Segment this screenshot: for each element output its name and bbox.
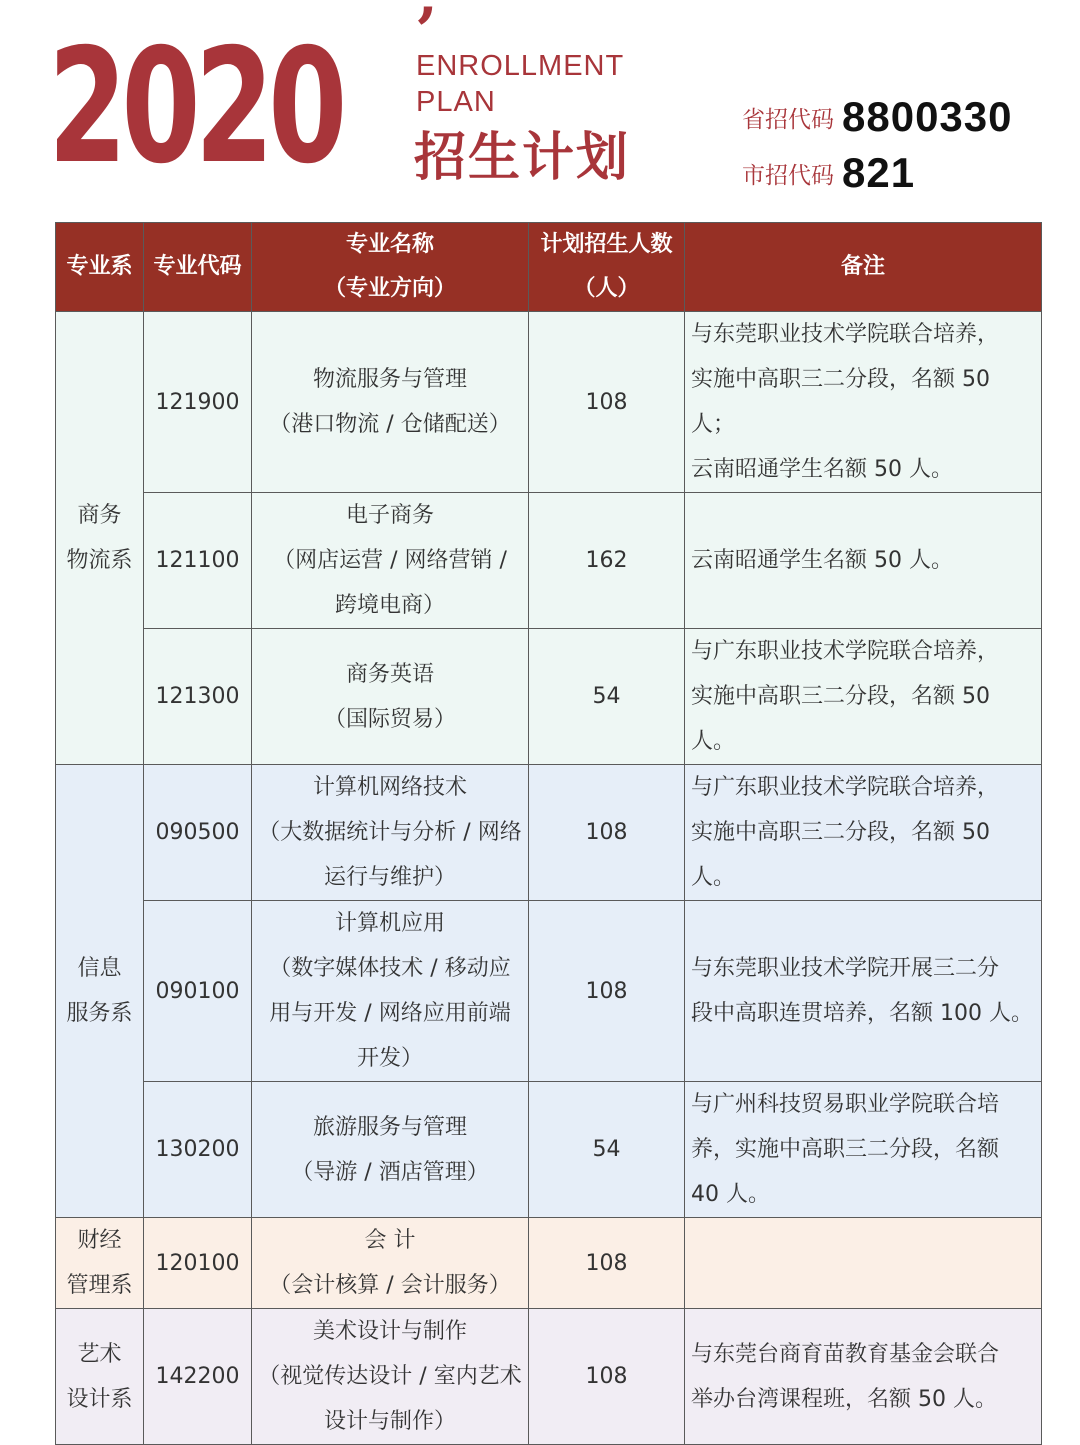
count-cell: 108 <box>529 312 685 493</box>
note-line2: 举办台湾课程班，名额 50 人。 <box>691 1386 997 1412</box>
code-cell: 142200 <box>144 1309 252 1445</box>
note-line1: 云南昭通学生名额 50 人。 <box>691 548 953 573</box>
table-row <box>56 901 1042 1082</box>
note-line1: 与广东职业技术学院联合培养， <box>691 639 1000 664</box>
dept-line2: 管理系 <box>66 1273 133 1298</box>
province-code-row <box>742 94 1013 140</box>
note-line3: 云南昭通学生名额 50 人。 <box>691 457 953 482</box>
table-row <box>56 1082 1042 1218</box>
year-heading: 2020 <box>48 15 342 199</box>
name-cell <box>252 1218 529 1309</box>
city-code-label: 市招代码 <box>742 162 834 189</box>
note-cell <box>685 629 1042 765</box>
name-line2: （导游 / 酒店管理） <box>291 1159 489 1185</box>
page-title: 招生计划 <box>414 128 631 188</box>
dept-cell <box>56 1309 144 1445</box>
header-name <box>252 223 529 312</box>
note-line1: 与广东职业技术学院联合培养， <box>691 775 1000 800</box>
code-cell: 130200 <box>144 1082 252 1218</box>
name-line3: 设计与制作） <box>323 1409 456 1434</box>
name-line2: （网店运营 / 网络营销 / <box>273 548 507 573</box>
name-line1: 电子商务 <box>345 503 434 528</box>
table-row <box>56 629 1042 765</box>
note-cell <box>685 1309 1042 1445</box>
city-code-value: 821 <box>842 149 916 196</box>
code-cell: 121300 <box>144 629 252 765</box>
dept-line2: 设计系 <box>66 1386 133 1412</box>
name-line1: 美术设计与制作 <box>312 1319 467 1344</box>
header-name-line1: 专业名称 <box>345 232 434 257</box>
note-cell <box>685 901 1042 1082</box>
dept-line1: 财经 <box>77 1228 122 1253</box>
header-plan <box>529 223 685 312</box>
plan-text: PLAN <box>416 86 496 118</box>
table-row <box>56 765 1042 901</box>
dept-line1: 艺术 <box>77 1341 122 1367</box>
table-row <box>56 312 1042 493</box>
note-line1: 与广州科技贸易职业学院联合培 <box>691 1092 1000 1117</box>
dept-cell <box>56 312 144 765</box>
dept-cell <box>56 1218 144 1309</box>
header-plan-line1: 计划招生人数 <box>540 232 673 257</box>
note-line2: 实施中高职三二分段，名额 50 人。 <box>691 684 990 754</box>
count-cell: 162 <box>529 493 685 629</box>
enrollment-text: ENROLLMENT <box>416 50 625 82</box>
note-cell <box>685 1082 1042 1218</box>
code-cell: 121100 <box>144 493 252 629</box>
name-line1: 会 计 <box>364 1228 416 1253</box>
name-cell <box>252 1082 529 1218</box>
name-line4: 开发） <box>356 1046 423 1071</box>
name-line2: （港口物流 / 仓储配送） <box>269 412 511 437</box>
dept-line2: 物流系 <box>66 548 133 573</box>
table-header-row <box>56 223 1042 312</box>
name-line2: （大数据统计与分析 / 网络 <box>258 820 522 845</box>
enrollment-table <box>55 222 1042 1445</box>
province-code-label: 省招代码 <box>742 106 834 133</box>
name-line3: 用与开发 / 网络应用前端 <box>269 1001 511 1026</box>
note-cell <box>685 1218 1042 1309</box>
name-line1: 计算机应用 <box>334 911 445 936</box>
code-cell: 090100 <box>144 901 252 1082</box>
note-line1: 与东莞职业技术学院联合培养， <box>691 322 1000 347</box>
header-code: 专业代码 <box>144 223 252 312</box>
count-cell: 108 <box>529 1309 685 1445</box>
note-cell <box>685 765 1042 901</box>
name-cell <box>252 493 529 629</box>
count-cell: 108 <box>529 765 685 901</box>
note-line2: 段中高职连贯培养，名额 100 人。 <box>691 1001 1033 1026</box>
name-cell <box>252 765 529 901</box>
name-line2: （国际贸易） <box>323 706 456 732</box>
note-line1: 与东莞职业技术学院开展三二分 <box>691 956 1000 981</box>
header-plan-line2: （人） <box>573 276 640 301</box>
code-cell: 120100 <box>144 1218 252 1309</box>
dept-cell <box>56 765 144 1218</box>
name-cell <box>252 901 529 1082</box>
table-row <box>56 493 1042 629</box>
count-cell: 108 <box>529 1218 685 1309</box>
header-name-line2: （专业方向） <box>323 276 456 301</box>
dept-line2: 服务系 <box>66 1001 133 1026</box>
count-cell: 54 <box>529 629 685 765</box>
note-cell <box>685 493 1042 629</box>
count-cell: 54 <box>529 1082 685 1218</box>
note-line2: 实施中高职三二分段，名额 50 人； <box>691 367 990 437</box>
name-cell <box>252 312 529 493</box>
name-line1: 商务英语 <box>345 661 434 687</box>
note-line2: 养，实施中高职三二分段，名额 <box>691 1137 1000 1162</box>
name-line3: 跨境电商） <box>334 593 445 618</box>
name-line3: 运行与维护） <box>323 865 456 890</box>
note-cell <box>685 312 1042 493</box>
note-line3: 40 人。 <box>691 1182 770 1207</box>
name-line2: （数字媒体技术 / 移动应 <box>269 956 511 981</box>
name-line2: （视觉传达设计 / 室内艺术 <box>258 1364 522 1389</box>
note-line1: 与东莞台商育苗教育基金会联合 <box>691 1341 1000 1367</box>
dept-line1: 商务 <box>77 503 122 528</box>
name-line1: 计算机网络技术 <box>312 775 467 800</box>
name-cell <box>252 1309 529 1445</box>
table-row <box>56 1309 1042 1445</box>
dept-line1: 信息 <box>77 956 122 981</box>
name-cell <box>252 629 529 765</box>
code-cell: 090500 <box>144 765 252 901</box>
province-code-value: 8800330 <box>842 93 1013 140</box>
header-dept: 专业系 <box>56 223 144 312</box>
note-line2: 实施中高职三二分段，名额 50 人。 <box>691 820 990 890</box>
count-cell: 108 <box>529 901 685 1082</box>
table-row <box>56 1218 1042 1309</box>
header-remarks: 备注 <box>685 223 1042 312</box>
city-code-row <box>742 150 915 196</box>
year-apostrophe: ’ <box>415 0 438 69</box>
name-line1: 物流服务与管理 <box>312 367 467 392</box>
code-cell: 121900 <box>144 312 252 493</box>
name-line2: （会计核算 / 会计服务） <box>269 1273 511 1298</box>
name-line1: 旅游服务与管理 <box>312 1114 467 1140</box>
